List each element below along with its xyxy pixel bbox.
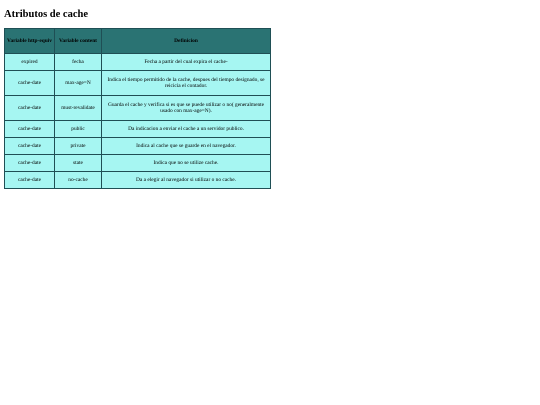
cell-http-equiv: cache-date <box>5 121 55 138</box>
table-row <box>5 121 271 138</box>
cell-content: fecha <box>55 54 102 71</box>
cell-definition: Da indicacion a enviar el cache a un servidor publico. <box>102 121 271 138</box>
cell-content: private <box>55 138 102 155</box>
cache-attributes-table <box>4 28 271 189</box>
table-row <box>5 172 271 189</box>
cell-http-equiv: cache-date <box>5 96 55 121</box>
cell-http-equiv: cache-date <box>5 155 55 172</box>
header-content: Variable content <box>55 29 102 54</box>
header-http-equiv: Variable http-equiv <box>5 29 55 54</box>
page-title: Atributos de cache <box>4 9 88 20</box>
cell-content: must-revalidate <box>55 96 102 121</box>
cell-definition: Indica el tiempo permitido de la cache, despues del tiempo designado, se reicicia el contador. <box>102 71 271 96</box>
table-header-row <box>5 29 271 54</box>
cell-content: state <box>55 155 102 172</box>
table-row <box>5 71 271 96</box>
table-row <box>5 138 271 155</box>
cell-http-equiv: expired <box>5 54 55 71</box>
table-row <box>5 54 271 71</box>
cell-definition: Indica que no se utilize cache. <box>102 155 271 172</box>
cell-content: public <box>55 121 102 138</box>
cell-http-equiv: cache-date <box>5 172 55 189</box>
table-row <box>5 155 271 172</box>
cell-definition: Guarda el cache y verifica si es que se puede utilizar o no( generalmente usado con max-age=N). <box>102 96 271 121</box>
cell-content: no-cache <box>55 172 102 189</box>
cell-http-equiv: cache-date <box>5 138 55 155</box>
cell-definition: Da a elegir al navegador si utilizar o no cache. <box>102 172 271 189</box>
cell-http-equiv: cache-date <box>5 71 55 96</box>
cell-definition: Indica al cache que se guarde en el navegador. <box>102 138 271 155</box>
cell-content: max-age=N <box>55 71 102 96</box>
header-definition: Definicion <box>102 29 271 54</box>
cell-definition: Fecha a partir del cual expira el cache- <box>102 54 271 71</box>
table-row <box>5 96 271 121</box>
